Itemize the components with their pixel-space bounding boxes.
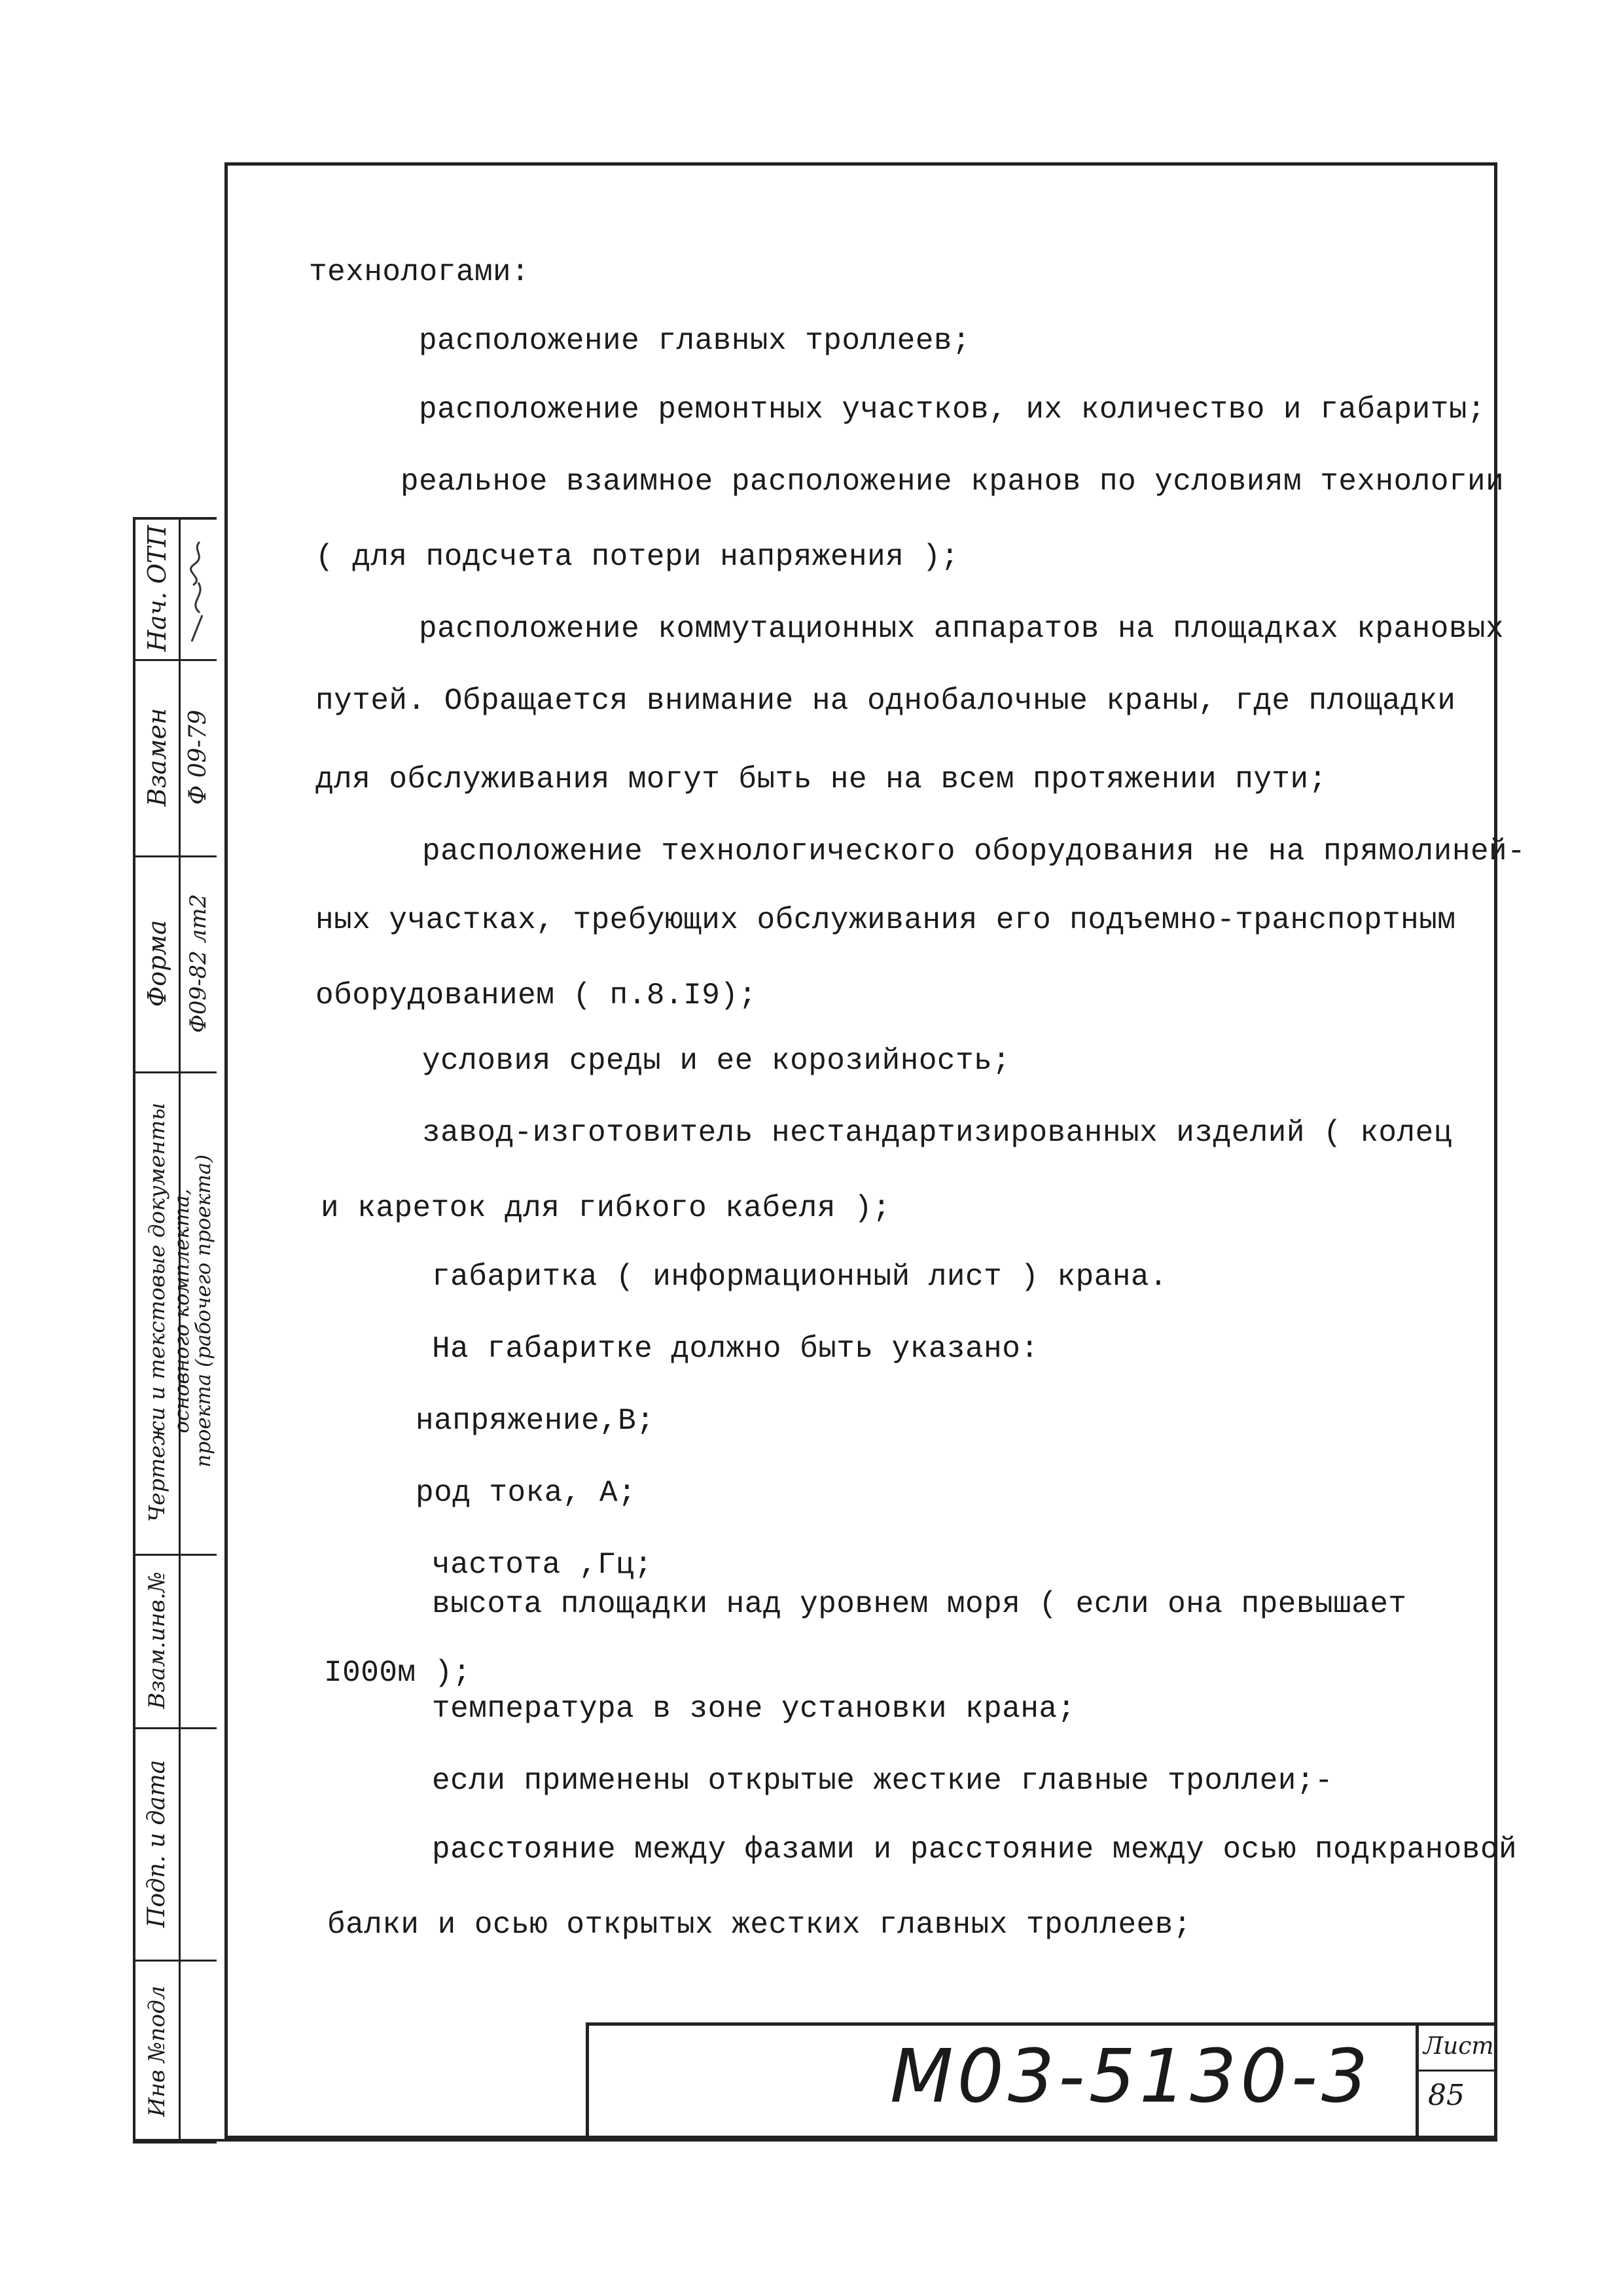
text-line-25: балки и осью открытых жестких главных троллеев; bbox=[327, 1908, 1192, 1942]
document-code: М03-5130-3 bbox=[890, 2034, 1372, 2119]
text-line-24: расстояние между фазами и расстояние между осью подкрановой bbox=[432, 1833, 1518, 1867]
cell-drawings bbox=[135, 1071, 217, 1554]
label-nach-otp: Нач. ОТП bbox=[143, 525, 171, 652]
text-line-17: напряжение,В; bbox=[416, 1404, 655, 1438]
text-line-18: род тока, А; bbox=[416, 1476, 637, 1510]
signature-scribble bbox=[180, 537, 214, 648]
text-line-1: технологами: bbox=[309, 255, 530, 289]
label-podp-data: Подп. и дата bbox=[143, 1759, 170, 1928]
text-line-19: частота ,Гц; bbox=[432, 1548, 653, 1582]
text-line-9: расположение технологического оборудования не на прямолиней- bbox=[422, 834, 1526, 869]
cell-forma bbox=[135, 855, 217, 1071]
sheet-number: 85 bbox=[1428, 2079, 1465, 2112]
label-drawings-1: Чертежи и текстовые документы bbox=[144, 1102, 169, 1522]
title-block-divider bbox=[1416, 2022, 1419, 2139]
label-forma: Форма bbox=[143, 920, 171, 1007]
text-line-16: На габаритке должно быть указано: bbox=[432, 1332, 1039, 1366]
text-line-2: расположение главных троллеев; bbox=[419, 324, 971, 358]
text-line-7: путей. Обращается внимание на однобалочные краны, где площадки bbox=[315, 684, 1456, 718]
text-line-5: ( для подсчета потери напряжения ); bbox=[315, 540, 959, 574]
label-vzamen: Взамен bbox=[143, 708, 171, 807]
label-drawings-3: проекта (рабочего проекта) bbox=[192, 1154, 215, 1468]
cell-inv-podl bbox=[135, 1960, 217, 2144]
cell-vzamen bbox=[135, 659, 217, 855]
bottom-border bbox=[133, 2139, 1497, 2142]
text-line-12: условия среды и ее корозийность; bbox=[422, 1044, 1011, 1078]
text-line-22: температура в зоне установки крана; bbox=[432, 1692, 1076, 1726]
cell-vzam-inv bbox=[135, 1554, 217, 1727]
text-line-4: реальное взаимное расположение кранов по условиям технологии bbox=[401, 465, 1505, 499]
value-vzamen: Ф 09-79 bbox=[185, 709, 211, 805]
sheet-label: Лист bbox=[1423, 2033, 1494, 2060]
text-line-14: и кареток для гибкого кабеля ); bbox=[321, 1191, 891, 1225]
text-line-8: для обслуживания могут быть не на всем протяжении пути; bbox=[315, 762, 1327, 797]
label-vzam-inv: Взам.инв.№ bbox=[144, 1571, 170, 1709]
text-line-6: расположение коммутационных аппаратов на площадках крановых bbox=[419, 612, 1505, 646]
text-line-23: если применены открытые жесткие главные троллеи;- bbox=[432, 1764, 1334, 1798]
label-inv-podl: Инв №подл bbox=[144, 1985, 170, 2117]
text-line-3: расположение ремонтных участков, их количество и габариты; bbox=[419, 393, 1486, 427]
text-line-10: ных участках, требующих обслуживания его подъемно-транспортным bbox=[315, 903, 1456, 937]
text-line-11: оборудованием ( п.8.I9); bbox=[315, 978, 757, 1013]
text-line-15: габаритка ( информационный лист ) крана. bbox=[432, 1260, 1168, 1294]
sheet-row-line bbox=[1419, 2070, 1497, 2072]
text-line-20: высота площадки над уровнем моря ( если она превышает bbox=[432, 1587, 1407, 1621]
text-line-13: завод-изготовитель нестандартизированных изделий ( колец bbox=[422, 1116, 1452, 1150]
cell-podp-data bbox=[135, 1727, 217, 1960]
label-drawings-2: основного комплекта, bbox=[170, 1189, 194, 1433]
text-line-21: I000м ); bbox=[324, 1656, 471, 1690]
side-stamp bbox=[133, 517, 217, 2144]
value-forma: Ф09-82 лт2 bbox=[185, 893, 211, 1033]
